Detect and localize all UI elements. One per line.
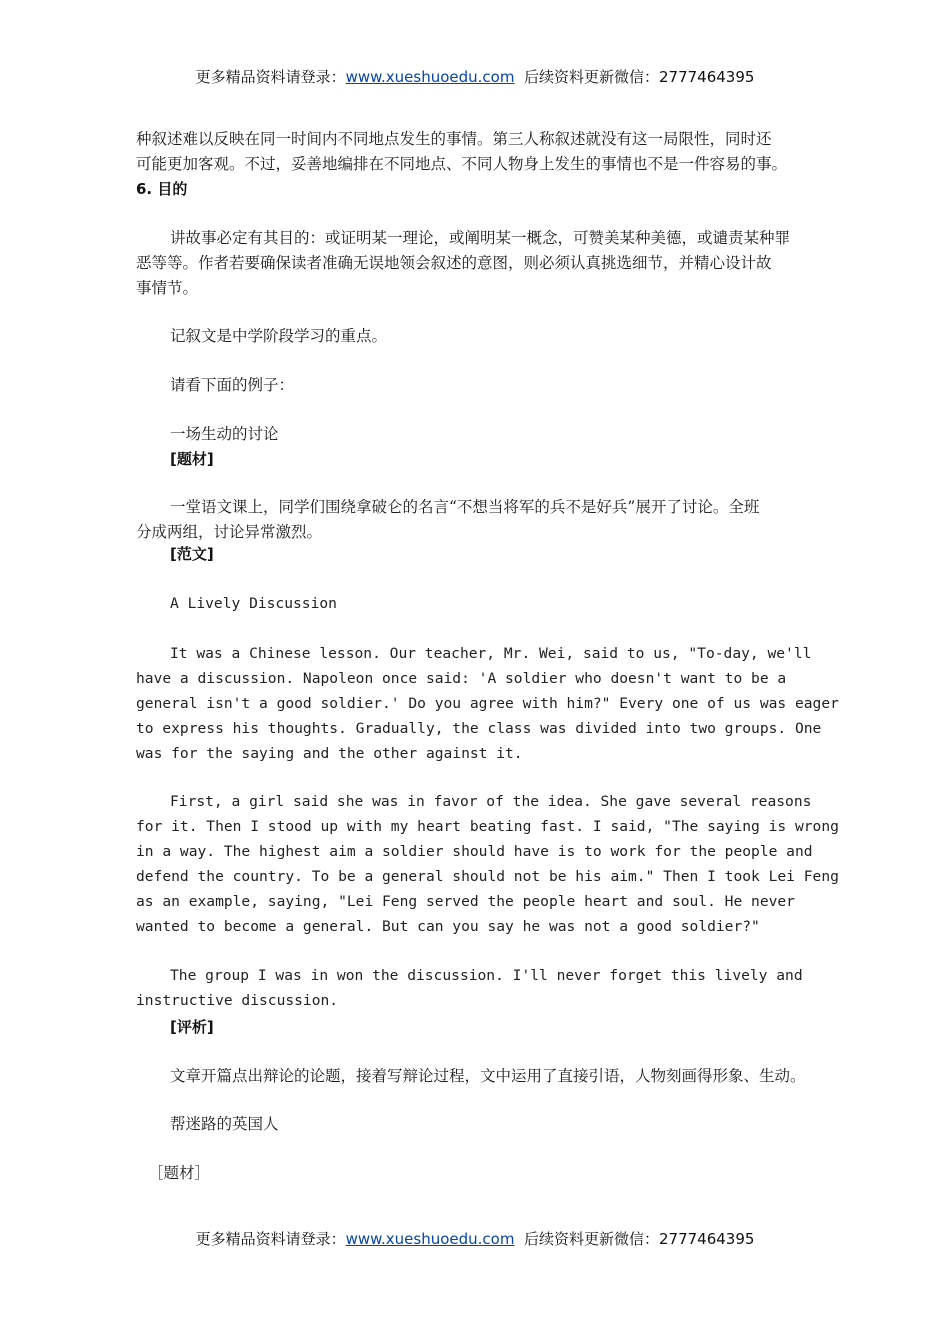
header-suffix: 后续资料更新微信：2777464395 [524,68,755,86]
essay-p3-line-1: The group I was in won the discussion. I'll never forget this lively and [170,967,803,984]
essay-p1-line-1: It was a Chinese lesson. Our teacher, Mr. Wei, said to us, "To-day, we'll [170,645,812,662]
essay-p3-line-2: instructive discussion. [136,992,339,1009]
essay-p2-line-6: wanted to become a general. But can you say he was not a good soldier?" [136,918,760,935]
purpose-line-2: 恶等等。作者若要确保读者准确无误地领会叙述的意图，则必须认真挑选细节，并精心设计故 [136,254,772,272]
header-url-link[interactable]: www.xueshuoedu.com [345,68,515,86]
label-analysis: [评析] [170,1018,214,1036]
header-prefix: 更多精品资料请登录： [195,68,346,86]
label-model-essay: [范文] [170,545,214,563]
section-heading-purpose: 6. 目的 [136,180,188,198]
example-prompt: 请看下面的例子： [170,376,295,394]
example-2-title: 帮迷路的英国人 [170,1115,279,1133]
page-footer [0,1228,950,1249]
example-1-title: 一场生动的讨论 [170,425,279,443]
essay-p1-line-3: general isn't a good soldier.' Do you agree with him?" Every one of us was eager [136,695,839,712]
focus-note: 记叙文是中学阶段学习的重点。 [170,327,388,345]
essay-p2-line-4: defend the country. To be a general should not be his aim." Then I took Lei Feng [136,868,839,885]
essay-p1-line-4: to express his thoughts. Gradually, the class was divided into two groups. One [136,720,822,737]
analysis-line: 文章开篇点出辩论的论题，接着写辩论过程，文中运用了直接引语，人物刻画得形象、生动。 [170,1067,806,1085]
intro-line-1: 种叙述难以反映在同一时间内不同地点发生的事情。第三人称叙述就没有这一局限性，同时还 [136,130,772,148]
essay-p1-line-5: was for the saying and the other against it. [136,745,523,762]
footer-prefix: 更多精品资料请登录： [195,1230,346,1248]
page-header [0,66,950,87]
essay-p2-line-5: as an example, saying, "Lei Feng served the people heart and soul. He never [136,893,795,910]
essay-p2-line-3: in a way. The highest aim a soldier should have is to work for the people and [136,843,813,860]
essay-p1-line-2: have a discussion. Napoleon once said: 'A soldier who doesn't want to be a [136,670,787,687]
essay-p2-line-1: First, a girl said she was in favor of the idea. She gave several reasons [170,793,812,810]
essay-p2-line-2: for it. Then I stood up with my heart beating fast. I said, "The saying is wrong [136,818,839,835]
topic-line-1: 一堂语文课上，同学们围绕拿破仑的名言“不想当将军的兵不是好兵”展开了讨论。全班 [170,498,760,516]
intro-line-2: 可能更加客观。不过，妥善地编排在不同地点、不同人物身上发生的事情也不是一件容易的事。 [136,155,788,173]
footer-url-link[interactable]: www.xueshuoedu.com [345,1230,515,1248]
topic-line-2: 分成两组，讨论异常激烈。 [136,523,323,541]
purpose-line-1: 讲故事必定有其目的：或证明某一理论，或阐明某一概念，可赞美某种美德，或谴责某种罪 [170,229,791,247]
essay-title: A Lively Discussion [170,595,337,612]
label-topic-2: ［题材］ [148,1164,211,1182]
purpose-line-3: 事情节。 [136,279,199,297]
footer-suffix: 后续资料更新微信：2777464395 [524,1230,755,1248]
label-topic: [题材] [170,450,214,468]
